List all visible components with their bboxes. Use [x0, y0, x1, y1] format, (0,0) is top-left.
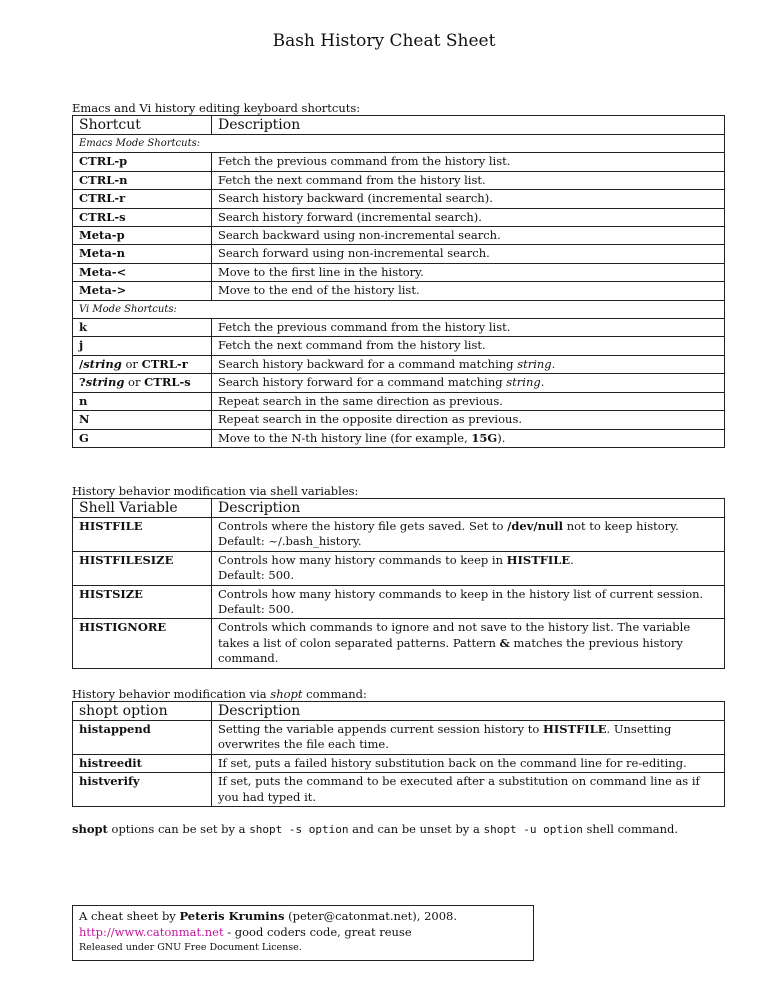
author-name: Peteris Krumins	[179, 909, 285, 923]
shopt-table	[72, 701, 725, 807]
desc-text: Controls how many history commands to keep in	[218, 552, 507, 567]
variable-name: HISTIGNORE	[73, 619, 212, 668]
table-row	[73, 773, 725, 807]
footer-credit	[79, 908, 527, 924]
variable-desc	[212, 619, 725, 668]
option-name: histappend	[73, 721, 212, 755]
desc-end: matches the previous history command.	[218, 635, 683, 666]
desc-end: . Unsetting overwrites the file each time.	[218, 722, 672, 752]
key-prefix: /	[79, 356, 84, 371]
desc-bold: HISTFILE	[506, 552, 571, 567]
license-text: Released under GNU Free Document License.	[79, 942, 302, 953]
key-prefix: ?	[79, 375, 86, 390]
column-header-shortcut: Shortcut	[73, 116, 212, 135]
shortcut-desc: Fetch the next command from the history list.	[212, 337, 725, 355]
table-row	[73, 551, 725, 585]
desc-end: ).	[497, 430, 506, 445]
key-or: or	[124, 375, 145, 390]
footer-link-line	[79, 924, 527, 940]
credit-text: A cheat sheet by	[79, 909, 180, 923]
table-row	[73, 208, 725, 226]
shell-variables-table	[72, 498, 725, 669]
caption-end: command:	[302, 687, 367, 701]
table-row	[73, 337, 725, 355]
shell-variables-caption: History behavior modification via shell variables:	[72, 484, 359, 498]
shortcut-desc: Fetch the next command from the history list.	[212, 171, 725, 189]
shortcut-desc: Repeat search in the same direction as previous.	[212, 392, 725, 410]
note-bold: shopt	[72, 822, 108, 836]
table-row	[73, 245, 725, 263]
shortcut-desc: Search forward using non-incremental search.	[212, 245, 725, 263]
shortcut-desc: Search backward using non-incremental search.	[212, 227, 725, 245]
shortcut-desc	[212, 374, 725, 392]
note-code-set: shopt -s option	[249, 823, 349, 836]
shortcut-key: Meta->	[73, 282, 212, 300]
table-row	[73, 754, 725, 772]
shortcut-key: Meta-n	[73, 245, 212, 263]
table-row	[73, 374, 725, 392]
table-row	[73, 392, 725, 410]
key-or: or	[121, 356, 142, 371]
shortcut-key	[73, 355, 212, 373]
note-text: and can be unset by a	[348, 822, 484, 836]
desc-end: not to keep history.	[563, 519, 679, 533]
desc-italic: string	[517, 356, 552, 371]
option-desc: If set, puts a failed history substitution back on the command line for re-editing.	[212, 754, 725, 772]
footer-box	[72, 905, 534, 961]
desc-text: Controls how many history commands to keep in the history list of current session.	[218, 586, 704, 601]
key-italic: string	[85, 375, 125, 390]
shortcut-key: CTRL-n	[73, 171, 212, 189]
caption-italic: shopt	[270, 687, 303, 701]
shopt-note	[72, 822, 678, 836]
key-alt: CTRL-s	[144, 375, 191, 390]
table-header-row	[73, 116, 725, 135]
shortcuts-caption: Emacs and Vi history editing keyboard shortcuts:	[72, 101, 361, 115]
table-header-row	[73, 702, 725, 721]
desc-default: Default: ~/.bash_history.	[218, 534, 362, 549]
table-row	[73, 153, 725, 171]
shortcut-key: CTRL-p	[73, 153, 212, 171]
shortcut-desc	[212, 429, 725, 447]
note-code-unset: shopt -u option	[483, 823, 583, 836]
key-italic: string	[83, 356, 122, 371]
shortcut-key: k	[73, 319, 212, 337]
option-desc	[212, 721, 725, 755]
desc-text: Setting the variable appends current session history to	[218, 722, 543, 736]
shortcut-desc: Fetch the previous command from the history list.	[212, 319, 725, 337]
emacs-mode-label: Emacs Mode Shortcuts:	[73, 135, 725, 153]
variable-name: HISTSIZE	[73, 585, 212, 619]
shortcut-desc: Search history backward (incremental search).	[212, 190, 725, 208]
desc-bold: &	[499, 635, 510, 650]
column-header-description: Description	[212, 116, 725, 135]
desc-text: Search history backward for a command matching	[218, 356, 518, 371]
desc-default: Default: 500.	[218, 568, 294, 583]
shortcut-key: CTRL-s	[73, 208, 212, 226]
shortcut-key: N	[73, 411, 212, 429]
desc-end: .	[551, 356, 556, 371]
shortcut-key: CTRL-r	[73, 190, 212, 208]
shortcuts-table	[72, 115, 725, 448]
table-row	[73, 721, 725, 755]
table-row	[73, 411, 725, 429]
variable-desc	[212, 551, 725, 585]
key-alt: CTRL-r	[141, 356, 188, 371]
table-row	[73, 171, 725, 189]
desc-text: Move to the N-th history line (for example,	[218, 430, 472, 445]
shortcut-key: n	[73, 392, 212, 410]
shortcut-key	[73, 374, 212, 392]
table-row	[73, 429, 725, 447]
shortcut-desc: Fetch the previous command from the history list.	[212, 153, 725, 171]
shortcut-desc: Search history forward (incremental search).	[212, 208, 725, 226]
variable-desc	[212, 585, 725, 619]
option-desc: If set, puts the command to be executed after a substitution on command line as if you had typed it.	[212, 773, 725, 807]
column-header-description: Description	[212, 499, 725, 518]
website-link[interactable]: http://www.catonmat.net	[79, 925, 224, 939]
credit-end: (peter@catonmat.net), 2008.	[284, 909, 458, 923]
shortcut-desc: Move to the end of the history list.	[212, 282, 725, 300]
table-row	[73, 319, 725, 337]
desc-text: Controls where the history file gets saved. Set to	[218, 519, 508, 533]
table-row	[73, 585, 725, 619]
column-header-shopt-option: shopt option	[73, 702, 212, 721]
option-name: histreedit	[73, 754, 212, 772]
tagline: - good coders code, great reuse	[223, 925, 412, 939]
desc-text: Search history forward for a command matching	[218, 375, 507, 390]
desc-text: Controls which commands to ignore and not save to the history list. The variable takes a list of colon separated patterns. Pattern	[218, 620, 691, 650]
desc-end: .	[570, 552, 574, 567]
table-row	[73, 518, 725, 552]
variable-desc	[212, 518, 725, 552]
variable-name: HISTFILESIZE	[73, 551, 212, 585]
desc-end: .	[540, 375, 545, 390]
variable-name: HISTFILE	[73, 518, 212, 552]
desc-bold: 15G	[471, 430, 498, 445]
vi-mode-label: Vi Mode Shortcuts:	[73, 300, 725, 318]
table-row	[73, 355, 725, 373]
caption-text: History behavior modification via	[72, 687, 271, 701]
note-text: shell command.	[582, 822, 679, 836]
shortcut-key: Meta-<	[73, 263, 212, 281]
desc-default: Default: 500.	[218, 602, 294, 617]
column-header-description: Description	[212, 702, 725, 721]
table-row	[73, 282, 725, 300]
shortcut-key: j	[73, 337, 212, 355]
desc-italic: string	[506, 375, 541, 390]
page-title: Bash History Cheat Sheet	[272, 31, 496, 51]
column-header-shell-variable: Shell Variable	[73, 499, 212, 518]
table-row	[73, 263, 725, 281]
note-text: options can be set by a	[107, 822, 250, 836]
shopt-caption	[72, 687, 367, 701]
shortcut-key: Meta-p	[73, 227, 212, 245]
shortcut-desc	[212, 355, 725, 373]
shortcut-desc: Repeat search in the opposite direction as previous.	[212, 411, 725, 429]
section-row	[73, 300, 725, 318]
desc-bold: /dev/null	[507, 519, 564, 533]
section-row	[73, 135, 725, 153]
table-row	[73, 227, 725, 245]
table-row	[73, 190, 725, 208]
option-name: histverify	[73, 773, 212, 807]
shortcut-key: G	[73, 429, 212, 447]
shortcut-desc: Move to the first line in the history.	[212, 263, 725, 281]
table-header-row	[73, 499, 725, 518]
table-row	[73, 619, 725, 668]
desc-bold: HISTFILE	[543, 722, 607, 736]
